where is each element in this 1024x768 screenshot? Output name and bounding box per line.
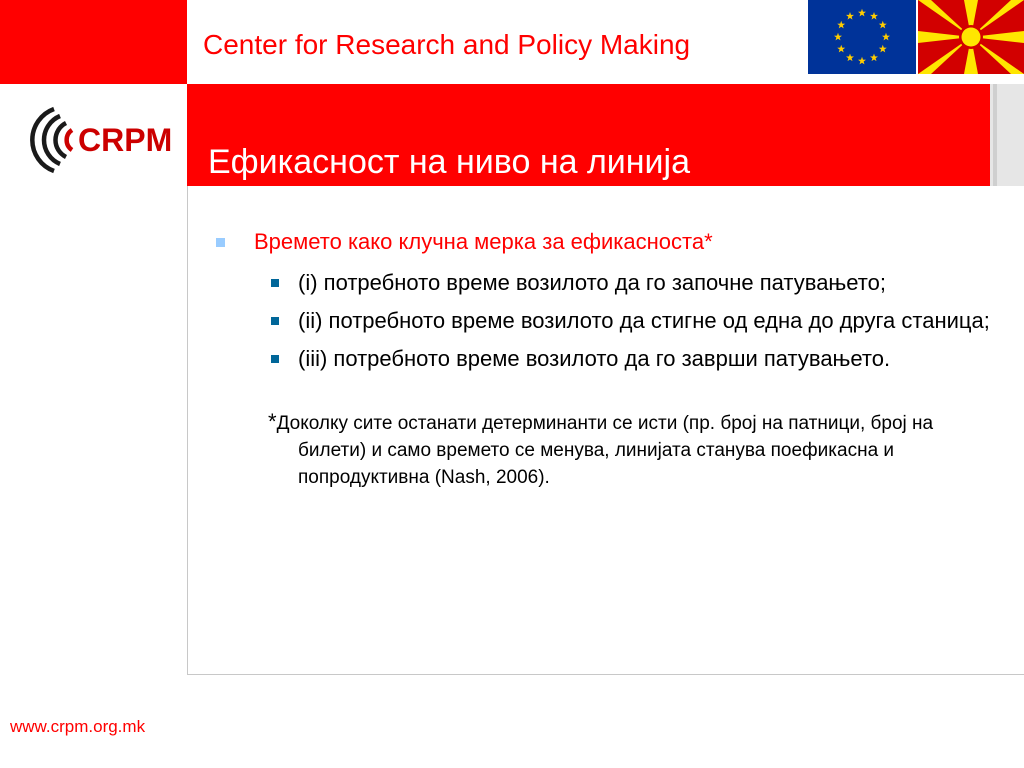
square-bullet-icon xyxy=(271,355,279,363)
subitem xyxy=(298,344,1014,374)
crpm-logo-icon xyxy=(8,95,186,185)
subitem-text: (iii) потребното време возилото да го заврши патувањето. xyxy=(298,346,891,371)
bullet-main-text: Времето како клучна мерка за ефикасноста* xyxy=(254,229,713,254)
slide-content xyxy=(214,228,1014,491)
eu-flag-icon xyxy=(808,0,916,74)
subitem-text: (i) потребното време возилото да го започне патувањето; xyxy=(298,270,886,295)
square-bullet-icon xyxy=(216,238,225,247)
subitem xyxy=(298,268,1014,298)
svg-text:CRPM: CRPM xyxy=(78,122,173,158)
org-title: Center for Research and Policy Making xyxy=(203,29,691,60)
slide-title: Ефикасност на ниво на линија xyxy=(208,143,691,181)
square-bullet-icon xyxy=(271,317,279,325)
macedonia-flag-icon xyxy=(918,0,1024,74)
grey-accent-strip xyxy=(993,84,997,186)
footnote xyxy=(268,408,978,491)
footnote-star: * xyxy=(268,409,277,434)
header-red-block xyxy=(0,0,187,84)
bullet-main xyxy=(214,228,1014,256)
footnote-text: Доколку сите останати детерминанти се исти (пр. број на патници, број на билети) и само времето се менува, линијата станува поефикасна и попродуктивна (Nash, 2006). xyxy=(276,413,934,488)
subitem xyxy=(298,306,1014,336)
square-bullet-icon xyxy=(271,279,279,287)
website-link[interactable]: www.crpm.org.mk xyxy=(10,717,146,736)
subitem-text: (ii) потребното време возилото да стигне од една до друга станица; xyxy=(298,308,990,333)
